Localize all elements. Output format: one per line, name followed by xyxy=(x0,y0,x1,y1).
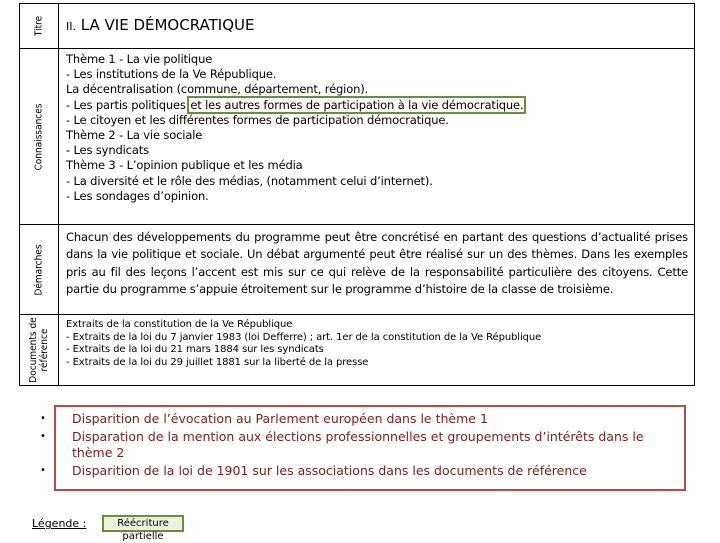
connaissances-line: Thème 2 - La vie sociale xyxy=(66,128,203,143)
connaissances-line: - La diversité et le rôle des médias, (notamment celui d’internet). xyxy=(66,173,433,188)
partis-text: - Les partis politiques xyxy=(66,97,190,112)
bullet-icon: • xyxy=(40,465,46,476)
section-title-text: LA VIE DÉMOCRATIQUE xyxy=(80,16,255,34)
label-connaissances: Connaissances xyxy=(33,103,45,170)
program-table xyxy=(19,3,695,386)
title-cell xyxy=(59,4,695,49)
highlighted-rewrite: et les autres formes de participation à la vie démocratique. xyxy=(187,96,526,114)
legend-label: Légende : xyxy=(32,517,87,530)
connaissances-cell xyxy=(59,49,695,225)
document-line: Extraits de la constitution de la Ve République xyxy=(66,319,293,330)
document-line: - Extraits de la loi du 7 janvier 1983 (loi Defferre) ; art. 1er de la constitution de la Ve République xyxy=(66,331,542,343)
document-line: - Extraits de la loi du 21 mars 1884 sur les syndicats xyxy=(66,344,324,356)
label-cell-documents xyxy=(20,315,59,386)
connaissances-line: - Les institutions de la Ve République. xyxy=(66,67,277,82)
connaissances-line: La décentralisation (commune, département, région). xyxy=(66,82,369,97)
change-item xyxy=(40,463,668,479)
changes-list xyxy=(40,411,684,479)
connaissances-content xyxy=(59,49,694,206)
change-text: Disparition de l’évocation au Parlement européen dans le thème 1 xyxy=(72,411,488,426)
bullet-icon: • xyxy=(40,413,46,424)
demarches-text: Chacun des développements du programme peut être concrétisé en partant des questions d’actualité prises dans la vie politique et sociale. Un débat argumenté peut être réalisé sur un des thèmes. Dans les exemples pris au fil des leçons l’accent est mis sur ce qui relève de la responsabilité particulière des citoyens. Cette partie du programme s’appuie étroitement sur le programme d’histoire de la classe de troisième. xyxy=(66,230,688,297)
row-documents xyxy=(20,315,695,386)
change-item xyxy=(40,411,668,427)
legend-item-label: Réécriture partielle xyxy=(117,518,169,542)
documents-cell xyxy=(59,315,695,386)
label-cell-demarches xyxy=(20,225,59,315)
changes-box xyxy=(40,405,686,491)
label-demarches: Démarches xyxy=(33,243,45,296)
bullet-icon: • xyxy=(40,431,46,442)
connaissances-line: - Les syndicats xyxy=(66,143,149,158)
change-item xyxy=(40,429,668,461)
row-connaissances xyxy=(20,49,695,225)
connaissances-line: - Le citoyen et les différentes formes de participation démocratique. xyxy=(66,112,449,127)
connaissances-line: Thème 1 - La vie politique xyxy=(66,52,213,66)
label-cell-titre xyxy=(20,4,59,49)
label-titre: Titre xyxy=(33,15,45,37)
legend xyxy=(32,517,86,530)
label-cell-connaissances xyxy=(20,49,59,225)
section-number: II. xyxy=(66,20,76,33)
connaissances-line: - Les sondages d’opinion. xyxy=(66,188,209,203)
legend-swatch xyxy=(102,515,184,542)
row-demarches xyxy=(20,225,695,315)
connaissances-line: Thème 3 - L’opinion publique et les média xyxy=(66,158,303,173)
connaissances-line xyxy=(66,98,688,113)
section-title xyxy=(59,4,694,48)
change-text: Disparition de la loi de 1901 sur les associations dans les documents de référence xyxy=(72,463,587,478)
demarches-cell xyxy=(59,225,695,315)
label-documents: Documents de référence xyxy=(28,317,50,383)
documents-content xyxy=(59,315,694,371)
row-titre xyxy=(20,4,695,49)
change-text: Disparation de la mention aux élections professionnelles et groupements d’intérêts dans le thème 2 xyxy=(72,429,644,460)
document-line: - Extraits de la loi du 29 juillet 1881 sur la liberté de la presse xyxy=(66,356,369,368)
